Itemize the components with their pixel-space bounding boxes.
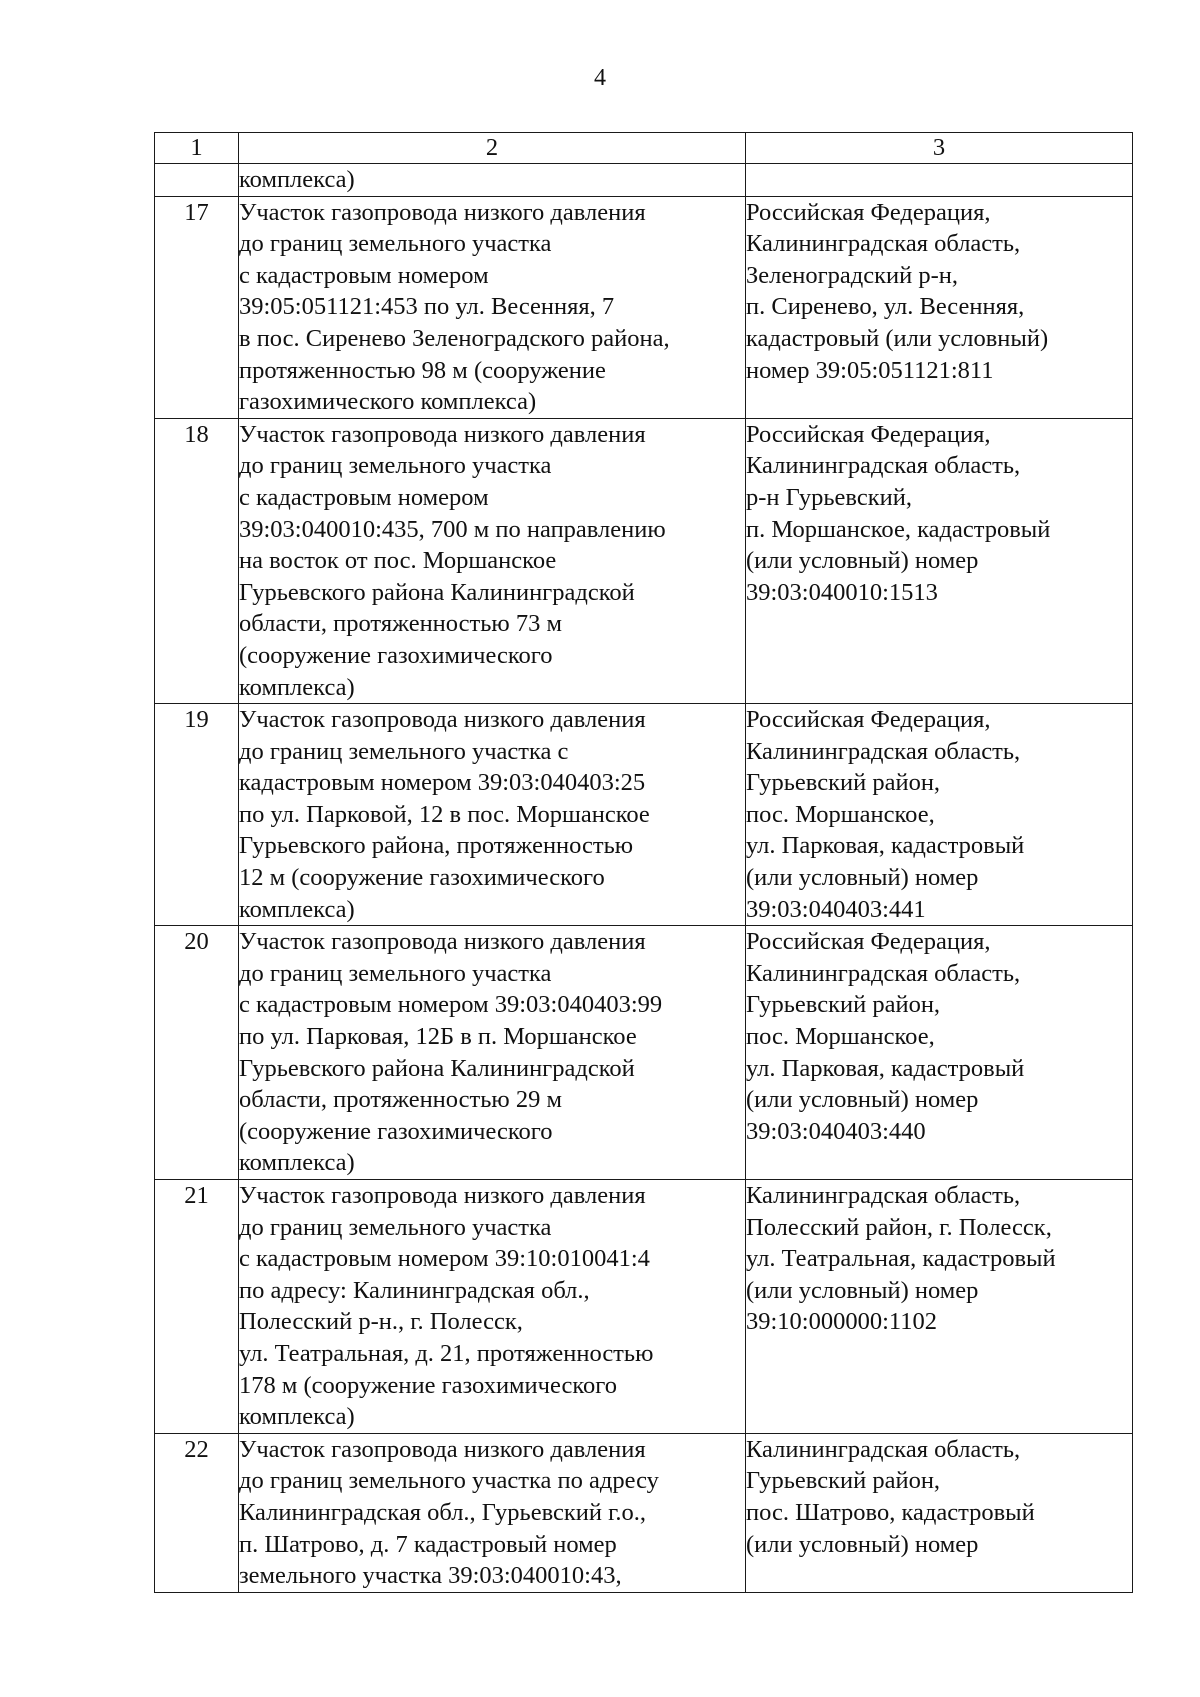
- description-line: (сооружение газохимического: [239, 641, 553, 669]
- description-line: Участок газопровода низкого давления: [239, 420, 646, 448]
- address-line: Гурьевский район,: [746, 1467, 941, 1495]
- address-line: Калининградская область,: [746, 1435, 1021, 1463]
- address-cell: [746, 196, 1133, 418]
- address-cell: [746, 418, 1133, 703]
- address-line: Калининградская область,: [746, 959, 1021, 987]
- address-line: кадастровый (или условный): [746, 324, 1049, 352]
- description-line: по адресу: Калининградская обл.,: [239, 1276, 590, 1304]
- table-row-continuation: [155, 164, 1133, 197]
- address-line: ул. Театральная, кадастровый: [746, 1245, 1056, 1273]
- description-cell: [239, 704, 746, 926]
- address-line: 39:03:040403:441: [746, 895, 926, 923]
- description-line: до границ земельного участка: [239, 452, 552, 480]
- description-line: с кадастровым номером 39:10:010041:4: [239, 1245, 650, 1273]
- column-header-number: 1: [155, 133, 239, 164]
- table-row: [155, 418, 1133, 703]
- row-number-cell: 17: [155, 196, 239, 418]
- description-line: ул. Театральная, д. 21, протяженностью: [239, 1339, 654, 1367]
- address-line: Калининградская область,: [746, 737, 1021, 765]
- address-line: Российская Федерация,: [746, 706, 991, 734]
- row-number-cell: 21: [155, 1180, 239, 1434]
- description-line: п. Шатрово, д. 7 кадастровый номер: [239, 1530, 617, 1558]
- address-line: (или условный) номер: [746, 1276, 979, 1304]
- description-line: комплекса): [239, 895, 355, 923]
- row-number-cell: 22: [155, 1433, 239, 1592]
- description-line: комплекса): [239, 673, 355, 701]
- description-line: комплекса): [239, 1149, 355, 1177]
- description-line: Участок газопровода низкого давления: [239, 928, 646, 956]
- description-line: земельного участка 39:03:040010:43,: [239, 1562, 622, 1590]
- address-line: Зеленоградский р-н,: [746, 261, 959, 289]
- description-line: Участок газопровода низкого давления: [239, 1435, 646, 1463]
- column-header-address: 3: [746, 133, 1133, 164]
- address-cell: [746, 1180, 1133, 1434]
- description-line: до границ земельного участка: [239, 1213, 552, 1241]
- address-line: Гурьевский район,: [746, 991, 941, 1019]
- description-line: Участок газопровода низкого давления: [239, 198, 646, 226]
- description-line: по ул. Парковой, 12 в пос. Моршанское: [239, 800, 650, 828]
- description-cell: [239, 164, 746, 197]
- description-line: кадастровым номером 39:03:040403:25: [239, 769, 646, 797]
- address-line: 39:03:040403:440: [746, 1117, 926, 1145]
- address-line: Калининградская область,: [746, 230, 1021, 258]
- description-line: Калининградская обл., Гурьевский г.о.,: [239, 1498, 647, 1526]
- description-line: 178 м (сооружение газохимического: [239, 1371, 617, 1399]
- address-cell: [746, 164, 1133, 197]
- description-line: 39:03:040010:435, 700 м по направлению: [239, 515, 666, 543]
- table-row: [155, 926, 1133, 1180]
- address-line: п. Моршанское, кадастровый: [746, 515, 1051, 543]
- row-number-cell: 20: [155, 926, 239, 1180]
- address-line: (или условный) номер: [746, 864, 979, 892]
- address-line: Российская Федерация,: [746, 928, 991, 956]
- table-body: [155, 164, 1133, 1593]
- description-line: до границ земельного участка: [239, 959, 552, 987]
- description-line: с кадастровым номером: [239, 483, 489, 511]
- description-cell: [239, 196, 746, 418]
- table-row: [155, 1433, 1133, 1592]
- table-row: [155, 1180, 1133, 1434]
- description-line: комплекса): [239, 1403, 355, 1431]
- address-line: Полесский район, г. Полесск,: [746, 1213, 1052, 1241]
- address-line: ул. Парковая, кадастровый: [746, 832, 1025, 860]
- description-line: на восток от пос. Моршанское: [239, 547, 557, 575]
- description-cell: [239, 926, 746, 1180]
- description-cell: [239, 418, 746, 703]
- description-line: 12 м (сооружение газохимического: [239, 864, 605, 892]
- table-row: [155, 704, 1133, 926]
- description-line: (сооружение газохимического: [239, 1117, 553, 1145]
- description-line: по ул. Парковая, 12Б в п. Моршанское: [239, 1023, 637, 1051]
- row-number-cell: [155, 164, 239, 197]
- address-line: Гурьевский район,: [746, 769, 941, 797]
- description-line: протяженностью 98 м (сооружение: [239, 356, 606, 384]
- description-cell: [239, 1433, 746, 1592]
- address-cell: [746, 1433, 1133, 1592]
- description-line: до границ земельного участка с: [239, 737, 569, 765]
- description-line: Гурьевского района, протяженностью: [239, 832, 634, 860]
- address-line: (или условный) номер: [746, 1530, 979, 1558]
- description-line: в пос. Сиренево Зеленоградского района,: [239, 324, 670, 352]
- address-line: Калининградская область,: [746, 452, 1021, 480]
- description-line: комплекса): [239, 166, 355, 193]
- address-line: Российская Федерация,: [746, 420, 991, 448]
- address-line: Российская Федерация,: [746, 198, 991, 226]
- description-line: Участок газопровода низкого давления: [239, 1182, 646, 1209]
- description-line: Полесский р-н., г. Полесск,: [239, 1308, 523, 1336]
- description-line: 39:05:051121:453 по ул. Весенняя, 7: [239, 293, 615, 321]
- row-number-cell: 18: [155, 418, 239, 703]
- description-line: до границ земельного участка по адресу: [239, 1467, 659, 1495]
- address-line: пос. Моршанское,: [746, 800, 935, 828]
- description-line: с кадастровым номером: [239, 261, 489, 289]
- row-number-cell: 19: [155, 704, 239, 926]
- description-line: Гурьевского района Калининградской: [239, 1054, 635, 1082]
- address-line: пос. Моршанское,: [746, 1023, 935, 1051]
- address-cell: [746, 926, 1133, 1180]
- address-line: (или условный) номер: [746, 1086, 979, 1114]
- description-line: до границ земельного участка: [239, 230, 552, 258]
- address-line: Калининградская область,: [746, 1182, 1021, 1209]
- table-header-row: [155, 133, 1133, 164]
- address-line: ул. Парковая, кадастровый: [746, 1054, 1025, 1082]
- table-row: [155, 196, 1133, 418]
- address-line: номер 39:05:051121:811: [746, 356, 994, 384]
- description-cell: [239, 1180, 746, 1434]
- register-table: [154, 132, 1133, 1593]
- page-number: 4: [594, 65, 606, 91]
- description-line: Гурьевского района Калининградской: [239, 578, 635, 606]
- description-line: с кадастровым номером 39:03:040403:99: [239, 991, 663, 1019]
- description-line: области, протяженностью 29 м: [239, 1086, 562, 1114]
- address-cell: [746, 704, 1133, 926]
- column-header-description: 2: [239, 133, 746, 164]
- address-line: (или условный) номер: [746, 547, 979, 575]
- description-line: газохимического комплекса): [239, 388, 537, 416]
- description-line: области, протяженностью 73 м: [239, 610, 562, 638]
- address-line: р-н Гурьевский,: [746, 483, 912, 511]
- address-line: п. Сиренево, ул. Весенняя,: [746, 293, 1025, 321]
- address-line: 39:10:000000:1102: [746, 1308, 938, 1336]
- address-line: пос. Шатрово, кадастровый: [746, 1498, 1035, 1526]
- description-line: Участок газопровода низкого давления: [239, 706, 646, 734]
- address-line: 39:03:040010:1513: [746, 578, 938, 606]
